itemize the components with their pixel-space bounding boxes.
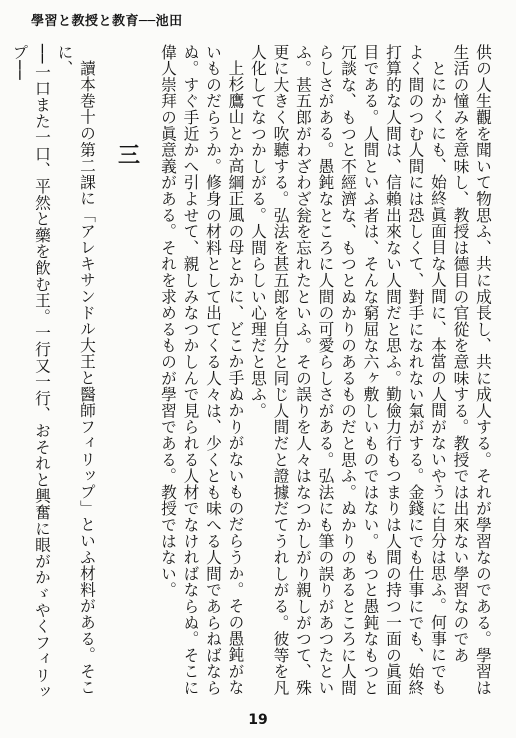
page-number: 19: [248, 712, 268, 728]
body-text: [8, 44, 494, 704]
quoted-passage: ──一口また一口、平然と藥を飮む王。一行又一行、おそれと興奮に眼がかゞやくフィリップ──: [10, 44, 52, 700]
section-heading: 三: [114, 143, 141, 169]
paragraph-3: 上杉鷹山とか高綱正風の母とかに、どこか手ぬかりがないものだらうか。その愚鈍がないものだらうか。修身の材料として出てくる人々は、少くとも味へる人間であらねばならぬ。すぐ手近かへ引よせて、親しみなつかしんで見られる人材でなければならぬ。そこに偉人崇拜の眞意義がある。それを求めるものが學習である。教授ではない。: [159, 44, 246, 696]
paragraph-2: とにかくにも、始終眞面目な人間に、本當の人間がないやうに自分は思ふ。何事にでもよく間のつむ人間には恐しくて、對手になれない氣がする。金錢にでも仕事にでも、始終打算的な人間は、信賴出來ない人間だと思ふ。勤儉力行もつまりは人間の持つ一面の眞面目である。人間といふ者は、そんな窮屈な六ヶ敷しいものではない。もつと愚鈍なもつと冗談な、もつと不經濟な、もつとぬかりのあるものだと思ふ。ぬかりのあるところに人間らしさがある。愚鈍なところに人間の可愛らしさがある。弘法にも筆の誤りがあつたといふ。甚五郎がわざわざ瓮を忘れたといふ。その誤りを人々はなつかしがり親しがつて、殊更に大きく吹聽する。弘法を甚五郎を自分と同じ人間だと證據だてうれしがる。彼等を凡人化してなつかしがる。人間らしい心理だと思ふ。: [249, 44, 448, 696]
section-paragraph-1: 讀本巻十の第二課に「アレキサンドル大王と醫師フィリップ」といふ材料がある。そこに、: [55, 44, 97, 696]
running-head: 學習と教授と教育──池田: [31, 14, 183, 29]
paragraph-1: 供の人生觀を聞いて物思ふ、共に成長し、共に成人する。それが學習なのである。學習は生活の憧みを意味し、教授は德目の官從を意味する。教授では出來ない學習なのであ: [451, 44, 493, 696]
